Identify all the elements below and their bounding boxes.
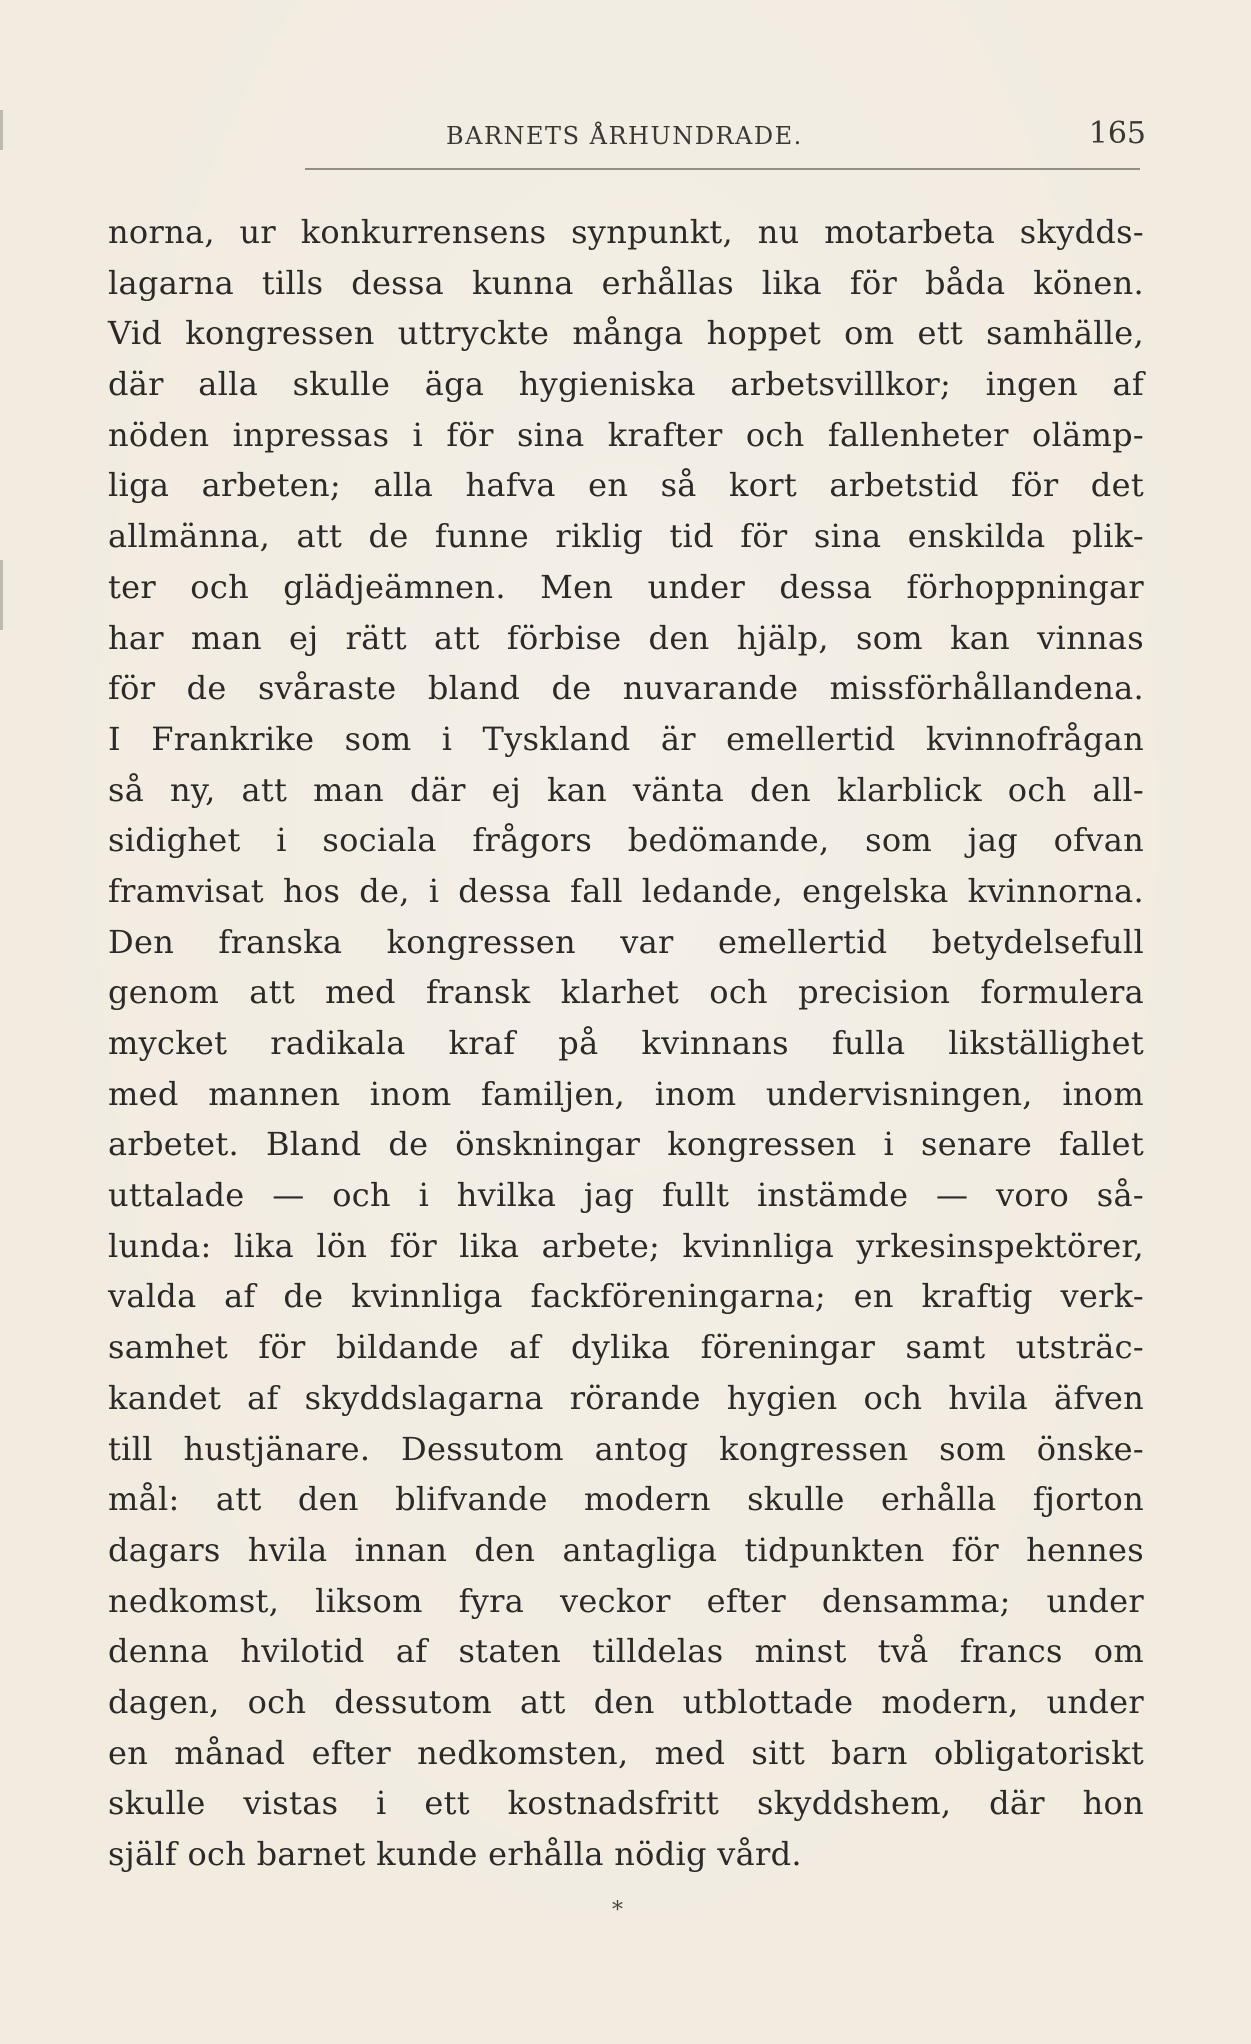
text-line: framvisat hos de, i dessa fall ledande, engelska kvinnorna. bbox=[108, 871, 1144, 910]
text-line: Den franska kongressen var emellertid betydelsefull bbox=[108, 922, 1144, 961]
text-line: nedkomst, liksom fyra veckor efter densamma; under bbox=[108, 1581, 1144, 1620]
text-line: till hustjänare. Dessutom antog kongressen som önske- bbox=[108, 1429, 1144, 1468]
text-line: valda af de kvinnliga fackföreningarna; en kraftig verk- bbox=[108, 1277, 1144, 1316]
text-line: skulle vistas i ett kostnadsfritt skyddshem, där hon bbox=[108, 1784, 1144, 1823]
text-line: ter och glädjeämnen. Men under dessa förhoppningar bbox=[108, 567, 1144, 606]
text-line: norna, ur konkurrensens synpunkt, nu motarbeta skydds- bbox=[108, 213, 1144, 251]
body-text bbox=[108, 207, 1144, 1880]
page-edge-mark bbox=[0, 560, 3, 630]
text-line: liga arbeten; alla hafva en så kort arbetstid för det bbox=[108, 466, 1144, 505]
text-line: lunda: lika lön för lika arbete; kvinnliga yrkesinspektörer, bbox=[108, 1226, 1144, 1265]
text-line: denna hvilotid af staten tilldelas minst två francs om bbox=[108, 1632, 1144, 1671]
text-line: samhet för bildande af dylika föreningar samt utsträc- bbox=[108, 1328, 1144, 1367]
page-edge-mark bbox=[0, 110, 3, 150]
text-line: en månad efter nedkomsten, med sitt barn obligatoriskt bbox=[108, 1733, 1144, 1772]
page-number: 165 bbox=[1088, 116, 1146, 151]
text-line: för de svåraste bland de nuvarande missförhållandena. bbox=[108, 669, 1144, 708]
text-line: så ny, att man där ej kan vänta den klarblick och all- bbox=[108, 770, 1144, 809]
text-line: allmänna, att de funne riklig tid för sina enskilda plik- bbox=[108, 517, 1144, 556]
text-line: kandet af skyddslagarna rörande hygien och hvila äfven bbox=[108, 1378, 1144, 1417]
text-line: Vid kongressen uttryckte många hoppet om ett samhälle, bbox=[108, 314, 1144, 353]
text-line: med mannen inom familjen, inom undervisningen, inom bbox=[108, 1074, 1144, 1113]
text-line: där alla skulle äga hygieniska arbetsvillkor; ingen af bbox=[108, 365, 1144, 404]
text-line: genom att med fransk klarhet och precision formulera bbox=[108, 973, 1144, 1012]
text-line: lagarna tills dessa kunna erhållas lika för båda könen. bbox=[108, 263, 1144, 302]
page-header bbox=[110, 112, 1146, 160]
text-line: arbetet. Bland de önskningar kongressen i senare fallet bbox=[108, 1125, 1144, 1164]
text-line: mycket radikala kraf på kvinnans fulla likställighet bbox=[108, 1024, 1144, 1062]
section-ornament: * bbox=[612, 1898, 623, 1923]
text-line: mål: att den blifvande modern skulle erhålla fjorton bbox=[108, 1480, 1144, 1519]
text-line: har man ej rätt att förbise den hjälp, som kan vinnas bbox=[108, 618, 1144, 657]
text-line: dagen, och dessutom att den utblottade modern, under bbox=[108, 1682, 1144, 1721]
text-line: dagars hvila innan den antagliga tidpunkten för hennes bbox=[108, 1530, 1144, 1569]
text-line: sidighet i sociala frågors bedömande, som jag ofvan bbox=[108, 821, 1144, 860]
text-line: nöden inpressas i för sina krafter och fallenheter olämp- bbox=[108, 415, 1144, 454]
text-line: själf och barnet kunde erhålla nödig vård. bbox=[108, 1835, 802, 1873]
text-line: I Frankrike som i Tyskland är emellertid kvinnofrågan bbox=[108, 719, 1144, 758]
running-title: BARNETS ÅRHUNDRADE. bbox=[446, 122, 803, 150]
header-rule bbox=[305, 168, 1140, 170]
text-line: uttalade — och i hvilka jag fullt instämde — voro så- bbox=[108, 1176, 1144, 1215]
